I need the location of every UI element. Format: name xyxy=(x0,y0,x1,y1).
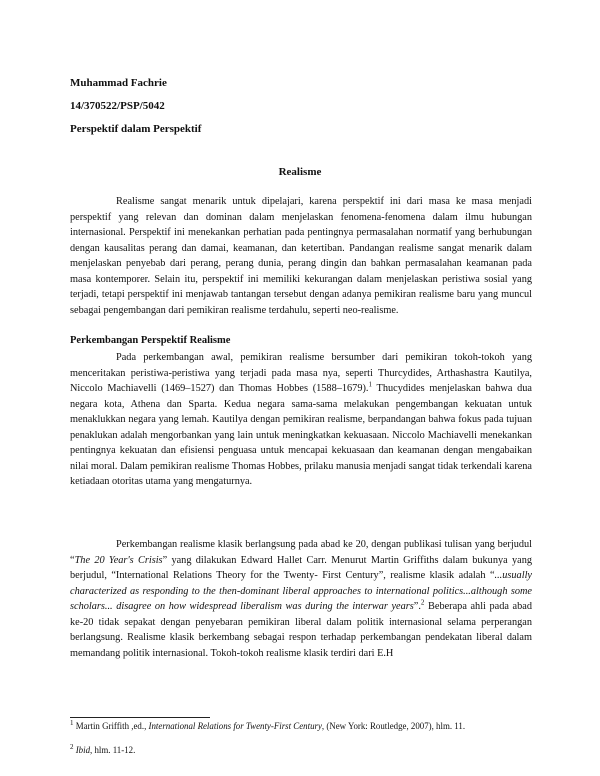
book-title-italic: The 20 Year's Crisis xyxy=(74,554,163,566)
quote-italic: ...usually characterized as responding to the then-dominant liberal approaches to international politics...although some scholars... disagree on how widespread liberalism was during the interwar years xyxy=(70,570,532,613)
footnote-2-italic: Ibid xyxy=(75,745,91,755)
para3-text-a: Perkembangan realisme klasik berlangsung pada abad ke 20, dengan publikasi tulisan yang berjudul “ xyxy=(70,539,532,566)
footnote-2-number: 2 xyxy=(70,743,74,752)
paragraph-classical-realism xyxy=(70,537,532,661)
para2-text-a: Pada perkembangan awal, pemikiran realisme bersumber dari pemikiran tokoh-tokoh yang menceritakan peristiwa-peristiwa yang terjadi pada masa nya, seperti Thurcydides, Arthashastra Kautilya, Niccolo Machiavelli (1469–1527) dan Thomas Hobbes (1588–1679). xyxy=(70,352,532,395)
footnote-2 xyxy=(70,745,532,756)
footnote-1-text-b: , (New York: Routledge, 2007), hlm. 11. xyxy=(321,721,466,731)
footnote-1 xyxy=(70,721,532,732)
para2-text-b: Thucydides menjelaskan bahwa dua negara kota, Athena dan Sparta. Kedua negara sama-sama melakukan pengembangan kekuatan untuk menaklukkan negara yang lemah. Kautilya dengan pemikiran realisme, berpandangan bahwa fokus pada tujuan penaklukan adalah mengorbankan yang lain untuk meningkatkan kekuasaan. Niccolo Machiavelli menekankan pentingnya kekuatan dan efisiensi penguasa untuk mencapai kekuasaan dan keamanan dengan mengabaikan nilai moral. Dalam pemikiran realisme Thomas Hobbes, prilaku manusia menjadi sangat tidak terkendali karena ketiadaan otoritas utama yang mengaturnya. xyxy=(70,383,532,488)
para3-text-d: Beberapa ahli pada abad ke-20 tidak sepakat dengan penyebaran pemikiran liberal dalam politik internasional selama perperangan berlangsung. Realisme klasik berkembang sebagai respon terhadap perkembangan pendekatan liberal dalam memandang politik internasional. Tokoh-tokoh realisme klasik terdiri dari E.H xyxy=(70,601,532,659)
footnote-ref-2: 2 xyxy=(420,598,425,607)
footnote-2-text-b: , hlm. 11-12. xyxy=(90,745,136,755)
footnote-1-italic: International Relations for Twenty-First Century xyxy=(148,721,322,731)
footnote-divider xyxy=(70,717,210,718)
footnote-ref-1: 1 xyxy=(368,380,372,389)
paragraph-early-realism xyxy=(70,350,532,490)
footnote-1-number: 1 xyxy=(70,719,74,728)
section-title: Realisme xyxy=(278,166,322,178)
para3-text-b: ” yang dilakukan Edward Hallet Carr. Menurut Martin Griffiths dalam bukunya yang berjudul, “International Relations Theory for the Twenty- First Century”, realisme klasik adalah “ xyxy=(70,554,533,582)
author-name: Muhammad Fachrie xyxy=(70,77,167,89)
student-id: 14/370522/PSP/5042 xyxy=(70,100,165,112)
intro-paragraph: Realisme sangat menarik untuk dipelajari, karena perspektif ini dari masa ke masa menjadi perspektif yang relevan dan dominan dalam menjelaskan fenomena-fenomena dalam ilmu hubungan internasional. Perspektif ini menekankan perhatian pada pentingnya permasalahan normatif yang berhubungan dengan kausalitas perang dan damai, keamanan, dan ketertiban. Pandangan realisme sangat menarik dalam menjelaskan penyebab dari perang, perang dunia, perang dingin dan bahkan permasalahan keamanan pada masa kontemporer. Selain itu, perspektif ini memiliki kekurangan dalam menjelaskan peristiwa sosial yang terjadi, tetapi perspektif ini menjawab tantangan tersebut dengan adanya pemikiran realisme baru yang muncul sebagai pengembangan dari pemikiran realisme terdahulu, seperti neo-realisme. xyxy=(70,196,532,316)
para3-text-c: ”. xyxy=(413,601,421,613)
footnote-1-text-a: Martin Griffith ,ed., xyxy=(73,721,149,731)
course-title: Perspektif dalam Perspektif xyxy=(70,123,202,135)
subheading: Perkembangan Perspektif Realisme xyxy=(70,335,231,346)
